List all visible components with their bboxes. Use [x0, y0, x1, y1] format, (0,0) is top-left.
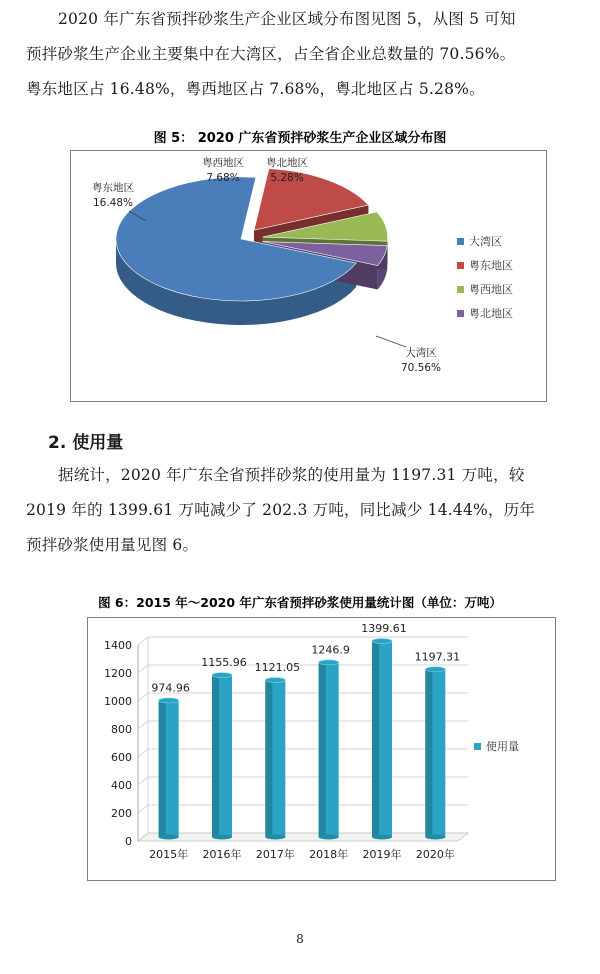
- pie-data-value: 70.56%: [400, 362, 442, 374]
- bar-y-tick-label: 0: [125, 835, 132, 848]
- bar-data-label: 1121.05: [254, 661, 301, 675]
- bar-data-label: 1246.9: [311, 643, 350, 657]
- bar-gridline-side: [138, 721, 148, 729]
- legend-swatch: [457, 238, 464, 245]
- bar-x-tick-label: 2018年: [309, 848, 349, 861]
- bar-base: [159, 835, 179, 840]
- legend-swatch: [457, 286, 464, 293]
- paragraph-region-distribution: [26, 2, 586, 107]
- pie-data-value: 7.68%: [206, 172, 240, 184]
- bar-base: [372, 835, 392, 840]
- figure5-caption: 图 5： 2020 广东省预拌砂浆生产企业区域分布图: [153, 131, 447, 146]
- bar-y-tick-label: 800: [111, 723, 132, 736]
- bar-shade: [265, 680, 272, 837]
- bar-gridline-side: [138, 805, 148, 813]
- paragraph-line: 2020 年广东省预拌砂浆生产企业区域分布图见图 5，从图 5 可知: [58, 10, 516, 28]
- bar-x-tick-label: 2016年: [202, 848, 242, 861]
- bar-x-tick-label: 2015年: [149, 848, 189, 861]
- pie-data-label: 粤东地区: [92, 182, 134, 194]
- bar-shade: [212, 675, 219, 837]
- bar-shade: [372, 641, 379, 837]
- bar-data-label: 1197.31: [414, 650, 461, 664]
- pie-chart: [71, 151, 546, 401]
- bar-gridline-side: [138, 749, 148, 757]
- legend-swatch: [457, 262, 464, 269]
- bar-y-tick-label: 200: [111, 807, 132, 820]
- pie-data-label: 大湾区: [405, 347, 437, 359]
- pie-data-label: 粤西地区: [202, 157, 244, 169]
- bar-y-tick-label: 400: [111, 779, 132, 792]
- pie-legend-label: 粤西地区: [469, 283, 513, 296]
- pie-legend-label: 大湾区: [469, 235, 502, 248]
- bar-top: [212, 673, 232, 678]
- bar-top: [425, 667, 445, 672]
- bar-floor: [138, 833, 468, 841]
- bar-gridline-side: [138, 665, 148, 673]
- figure6-chart-frame: [87, 617, 556, 881]
- paragraph-line: 粤东地区占 16.48%，粤西地区占 7.68%，粤北地区占 5.28%。: [26, 80, 485, 98]
- bar-legend-label: 使用量: [486, 740, 519, 753]
- bar-y-tick-label: 1000: [104, 695, 132, 708]
- bar-top: [159, 698, 179, 703]
- figure6-caption: 图 6：2015 年～2020 年广东省预拌砂浆使用量统计图（单位：万吨）: [98, 595, 502, 610]
- section-heading-usage: 2. 使用量: [48, 433, 124, 453]
- bar-top: [265, 678, 285, 683]
- bar-top: [319, 660, 339, 665]
- legend-swatch: [457, 310, 464, 317]
- paragraph-usage: [26, 458, 586, 563]
- bar-base: [265, 835, 285, 840]
- bar-gridline-side: [138, 693, 148, 701]
- pie-data-label: 粤北地区: [266, 157, 308, 169]
- bar-gridline-side: [138, 637, 148, 645]
- paragraph-line: 据统计，2020 年广东全省预拌砂浆的使用量为 1197.31 万吨，较: [58, 466, 525, 484]
- pie-data-value: 5.28%: [270, 172, 304, 184]
- bar-gridline-side: [138, 777, 148, 785]
- pie-legend-label: 粤北地区: [469, 307, 513, 320]
- bar-shade: [159, 701, 166, 837]
- bar-chart: [88, 618, 555, 880]
- bar-y-tick-label: 600: [111, 751, 132, 764]
- pie-legend-label: 粤东地区: [469, 259, 513, 272]
- paragraph-line: 预拌砂浆使用量见图 6。: [26, 536, 199, 554]
- bar-x-tick-label: 2017年: [255, 848, 295, 861]
- bar-top: [372, 639, 392, 644]
- paragraph-line: 预拌砂浆生产企业主要集中在大湾区，占全省企业总数量的 70.56%。: [26, 45, 516, 63]
- pie-data-value: 16.48%: [92, 197, 134, 209]
- bar-base: [319, 835, 339, 840]
- bar-base: [212, 835, 232, 840]
- bar-data-label: 1155.96: [201, 656, 247, 670]
- bar-data-label: 1399.61: [361, 622, 407, 636]
- paragraph-line: 2019 年的 1399.61 万吨减少了 202.3 万吨，同比减少 14.44%，历年: [26, 501, 536, 519]
- bar-data-label: 974.96: [151, 681, 190, 695]
- bar-x-tick-label: 2019年: [362, 848, 402, 861]
- legend-swatch: [474, 743, 481, 750]
- bar-y-tick-label: 1200: [104, 667, 132, 680]
- bar-y-tick-label: 1400: [104, 639, 132, 652]
- page-number: 8: [296, 932, 304, 946]
- bar-x-tick-label: 2020年: [415, 848, 455, 861]
- figure5-chart-frame: [70, 150, 547, 402]
- bar-shade: [425, 669, 432, 837]
- bar-base: [425, 835, 445, 840]
- bar-shade: [319, 662, 326, 837]
- pie-leader-line: [376, 336, 406, 347]
